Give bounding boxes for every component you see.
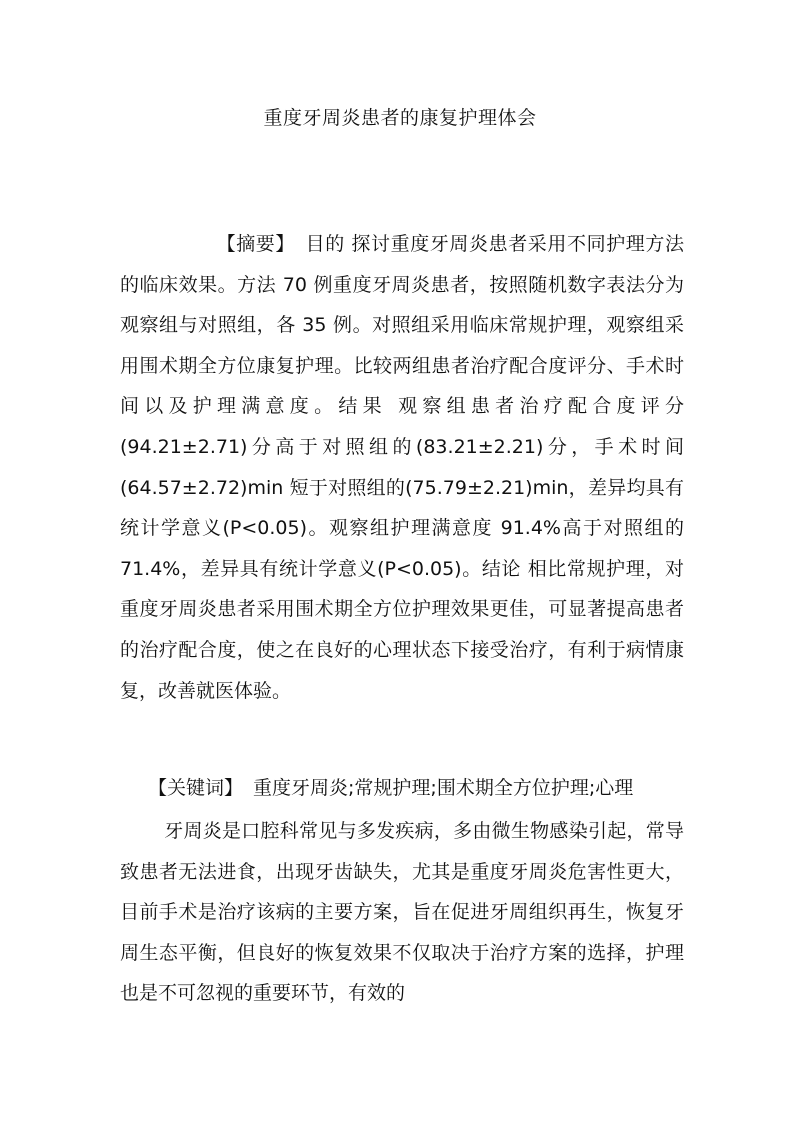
document-title: 重度牙周炎患者的康复护理体会 <box>263 107 537 129</box>
abstract-text: 目的 探讨重度牙周炎患者采用不同护理方法的临床效果。方法 70 例重度牙周炎患者，按照随机数字表法分为观察组与对照组，各 35 例。对照组采用临床常规护理，观察组采用围术期全方位康复护理。比较两组患者治疗配合度评分、手术时间以及护理满意度。结果 观察组患者治疗配合度评分(94.21±2.71)分高于对照组的(83.21±2.21)分，手术时间(64.57±2.72)min 短于对照组的(75.79±2.21)min，差异均具有统计学意义(P<0.05)。观察组护理满意度 91.4%高于对照组的 71.4%，差异具有统计学意义(P<0.05)。结论 相比常规护理，对重度牙周炎患者采用围术期全方位护理效果更佳，可显著提高患者的治疗配合度，使之在良好的心理状态下接受治疗，有利于病情康复，改善就医体验。 <box>120 233 684 702</box>
abstract-section <box>120 224 684 711</box>
keywords-section <box>148 768 688 809</box>
keywords-text: 重度牙周炎;常规护理;围术期全方位护理;心理 <box>253 777 634 799</box>
abstract-label: 【摘要】 <box>216 233 295 255</box>
keywords-label: 【关键词】 <box>148 777 244 799</box>
body-paragraph <box>120 811 684 1014</box>
body-paragraph-text: 牙周炎是口腔科常见与多发疾病，多由微生物感染引起，常导致患者无法进食，出现牙齿缺失，尤其是重度牙周炎危害性更大，目前手术是治疗该病的主要方案，旨在促进牙周组织再生，恢复牙周生态平衡，但良好的恢复效果不仅取决于治疗方案的选择，护理也是不可忽视的重要环节，有效的 <box>120 820 684 1005</box>
